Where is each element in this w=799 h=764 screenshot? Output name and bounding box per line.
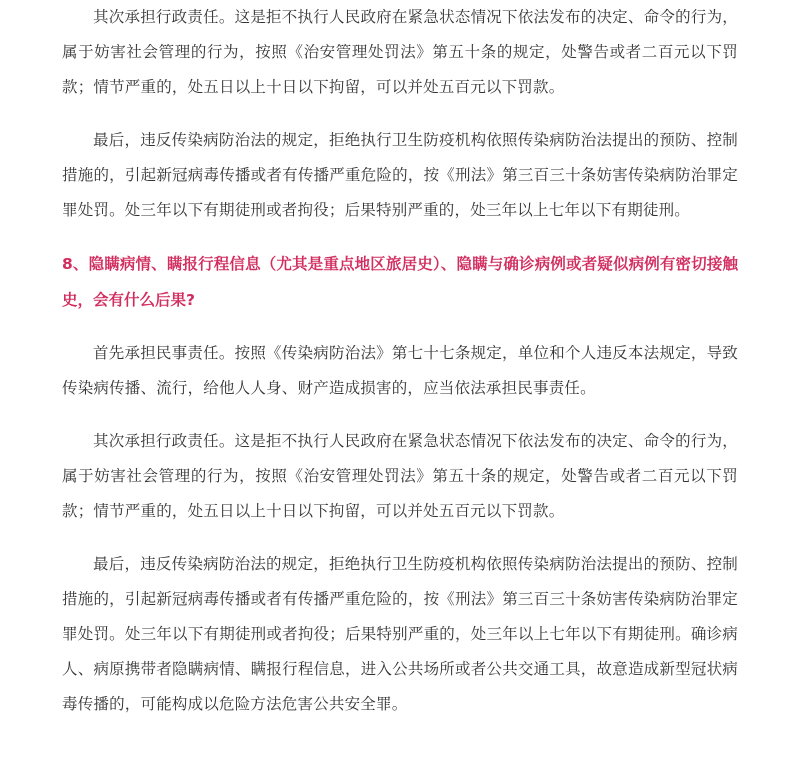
paragraph-administrative-liability: 其次承担行政责任。这是拒不执行人民政府在紧急状态情况下依法发布的决定、命令的行为，属于妨害社会管理的行为，按照《治安管理处罚法》第五十条的规定，处警告或者二百元以下罚款；情节严重的，处五日以上十日以下拘留，可以并处五百元以下罚款。 bbox=[62, 8, 738, 96]
paragraph-criminal-liability: 最后，违反传染病防治法的规定，拒绝执行卫生防疫机构依照传染病防治法提出的预防、控制措施的，引起新冠病毒传播或者有传播严重危险的，按《刑法》第三百三十条妨害传染病防治罪定罪处罚。处三年以下有期徒刑或者拘役；后果特别严重的，处三年以上七年以下有期徒刑。 bbox=[62, 131, 738, 219]
paragraph-criminal-liability-2: 最后，违反传染病防治法的规定，拒绝执行卫生防疫机构依照传染病防治法提出的预防、控制措施的，引起新冠病毒传播或者有传播严重危险的，按《刑法》第三百三十条妨害传染病防治罪定罪处罚。处三年以下有期徒刑或者拘役；后果特别严重的，处三年以上七年以下有期徒刑。确诊病人、病原携带者隐瞒病情、瞒报行程信息，进入公共场所或者公共交通工具，故意造成新型冠状病毒传播的，可能构成以危险方法危害公共安全罪。 bbox=[62, 555, 738, 713]
paragraph-civil-liability: 首先承担民事责任。按照《传染病防治法》第七十七条规定，单位和个人违反本法规定，导致传染病传播、流行，给他人人身、财产造成损害的，应当依法承担民事责任。 bbox=[62, 344, 738, 397]
article-body bbox=[62, 0, 738, 722]
paragraph-administrative-liability-2: 其次承担行政责任。这是拒不执行人民政府在紧急状态情况下依法发布的决定、命令的行为，属于妨害社会管理的行为，按照《治安管理处罚法》第五十条的规定，处警告或者二百元以下罚款；情节严重的，处五日以上十日以下拘留，可以并处五百元以下罚款。 bbox=[62, 432, 738, 520]
section-heading-q8: 8、隐瞒病情、瞒报行程信息（尤其是重点地区旅居史）、隐瞒与确诊病例或者疑似病例有密切接触史，会有什么后果? bbox=[62, 255, 738, 309]
